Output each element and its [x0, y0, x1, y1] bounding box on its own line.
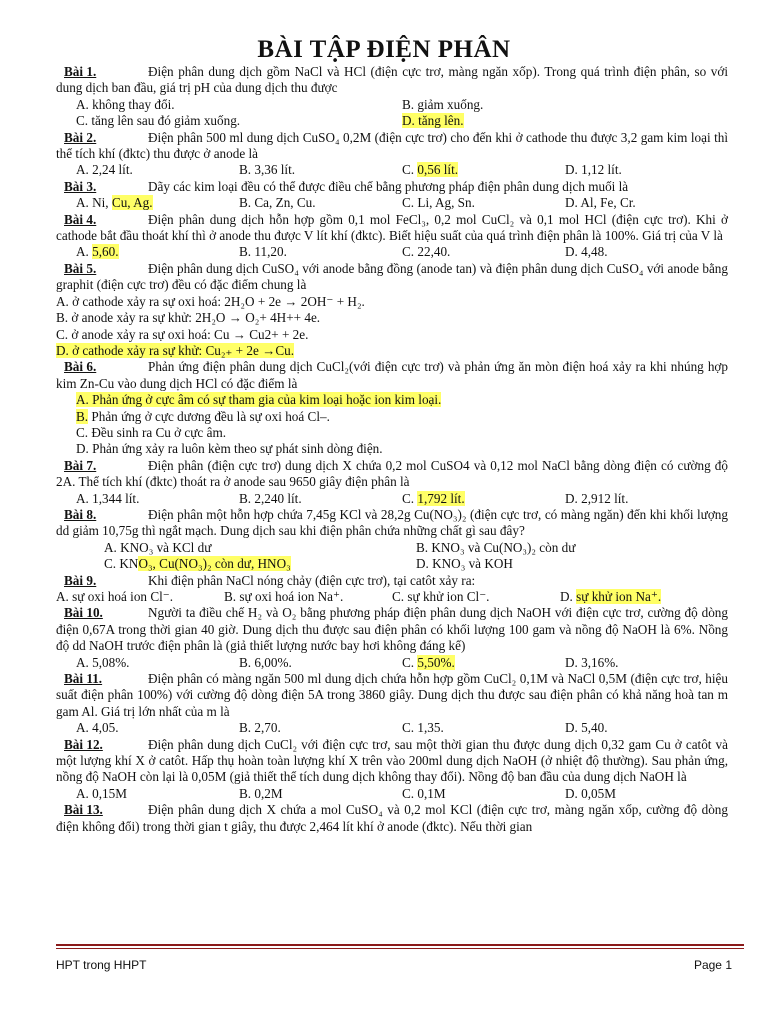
option-c: C. tăng lên sau đó giảm xuống.: [76, 113, 241, 129]
option-d: D. 1,12 lít.: [565, 162, 622, 178]
question-number: Bài 8.: [64, 506, 97, 522]
option-a: A. ở cathode xảy ra sự oxi hoá: 2H₂O + 2e → 2OH⁻ + H₂.: [56, 293, 365, 309]
question-text: Điện phân (điện cực trơ) dung dịch X chứa 0,2 mol CuSO4 và 0,12 mol NaCl bằng dòng điện có cường độ 2A. Thể tích khí (đktc) thoát ra ở anode sau 9650 giây điện phân là: [56, 457, 728, 490]
option-a: A. 0,15M: [76, 785, 127, 801]
question-4: [56, 212, 728, 261]
question-2: [56, 130, 728, 179]
option-a: [76, 244, 239, 260]
option-b: B. 11,20.: [239, 244, 287, 260]
option-d: D. 0,05M: [565, 785, 616, 801]
question-number: Bài 1.: [64, 64, 97, 79]
question-7: [56, 458, 728, 507]
option-letter: C.: [402, 162, 415, 178]
question-number: Bài 3.: [64, 178, 97, 194]
option-a: A. 2,24 lít.: [76, 162, 133, 178]
question-9: [56, 573, 728, 606]
question-number: Bài 10.: [64, 605, 103, 621]
question-text: Điện phân dung dịch CuSO₄ với anode bằng đồng (anode tan) và điện phân dung dịch CuSO₄ với anode bằng graphit (điện cực trơ) đều có đặc điểm chung là: [56, 260, 728, 293]
question-5: [56, 261, 728, 359]
option-d: D. KNO₃ và KOH: [416, 556, 513, 572]
option-a: A. KNO₃ và KCl dư: [104, 539, 212, 555]
option-c: [104, 556, 416, 572]
option-letter: C.: [402, 490, 415, 506]
option-c: C. 22,40.: [402, 244, 451, 260]
answer-options: [56, 540, 728, 573]
question-11: [56, 671, 728, 737]
option-b: B. Ca, Zn, Cu.: [239, 195, 316, 211]
answer-options: [56, 491, 728, 507]
option-b: B. 2,70.: [239, 720, 281, 736]
answer-options: [56, 97, 728, 130]
option-d: D. 5,40.: [565, 720, 608, 736]
answer-options: [56, 655, 728, 671]
answer-options: [56, 589, 728, 605]
question-text: Khi điện phân NaCl nóng chảy (điện cực trơ), tại catôt xảy ra:: [148, 572, 476, 588]
question-12: [56, 737, 728, 803]
question-3: [56, 179, 728, 212]
option-d: D. 2,912 lít.: [565, 490, 629, 506]
highlighted-letter: B.: [76, 408, 89, 424]
question-number: Bài 13.: [64, 802, 103, 818]
question-number: Bài 5.: [64, 260, 97, 276]
option-letter: D.: [560, 589, 573, 604]
question-1: [56, 64, 728, 130]
option-c: C. ở anode xảy ra sự oxi hoá: Cu → Cu2+ + 2e.: [56, 326, 309, 342]
question-text: Dãy các kim loại đều có thể được điều chế bằng phương pháp điện phân dung dịch muối là: [148, 178, 629, 194]
option-text: Phản ứng ở cực dương đều là sự oxi hoá Cl–.: [91, 408, 330, 424]
option-b: B. giảm xuống.: [402, 96, 484, 112]
answer-options: [56, 294, 728, 360]
question-number: Bài 4.: [64, 211, 97, 227]
option-c: C. 0,1M: [402, 785, 446, 801]
option-b: B. KNO₃ và Cu(NO₃)₂ còn dư: [416, 539, 576, 555]
question-text: Điện phân một hỗn hợp chứa 7,45g KCl và 28,2g Cu(NO₃)₂ (điện cực trơ, có màng ngăn) đến khi khối lượng dd giảm 10,75g thì ngắt mạch. Dung dịch sau khi điện phân chứa những chất gì sau đây?: [56, 506, 728, 539]
option-a: A. 5,08%.: [76, 654, 130, 670]
answer-options: [56, 162, 728, 178]
answer-options: [56, 392, 728, 458]
highlighted-answer: Cu, Ag.: [111, 195, 153, 211]
option-b: B. 0,2M: [239, 785, 283, 801]
option-d: D. Phản ứng xảy ra luôn kèm theo sự phát sinh dòng điện.: [76, 441, 383, 457]
option-c: [402, 655, 565, 671]
option-letter: C.: [402, 654, 415, 670]
question-6: [56, 359, 728, 457]
option-d: [402, 113, 728, 129]
question-number: Bài 6.: [64, 359, 97, 375]
option-c: [402, 162, 565, 178]
option-a: A. 1,344 lít.: [76, 490, 140, 506]
highlighted-answer: sự khử ion Na⁺.: [576, 589, 662, 604]
question-number: Bài 12.: [64, 736, 103, 752]
option-a: A. sự oxi hoá ion Cl⁻.: [56, 589, 174, 604]
question-text: Điện phân dung dịch CuCl₂ với điện cực trơ, sau một thời gian thu được dung dịch 0,32 gam Cu ở catôt và một lượng khí X ở catôt. Hấp thụ hoàn toàn lượng khí X trên vào 200ml dung dịch NaOH (ở nhiệt độ thường). Sau phản ứng, nồng độ NaOH còn lại là 0,05M (giả thiết thể tích dung dịch không thay đổi). Nồng độ ban đầu của dung dịch NaOH là: [56, 736, 728, 785]
highlighted-answer: O₃, Cu(NO₃)₂ còn dư, HNO₃: [138, 556, 291, 572]
option-b: [76, 409, 728, 425]
option-c: C. 1,35.: [402, 720, 444, 736]
option-b: B. 2,240 lít.: [239, 490, 302, 506]
option-a: [76, 195, 239, 211]
question-text: Phản ứng điện phân dung dịch CuCl₂(với điện cực trơ) và phản ứng ăn mòn điện hoá xảy ra khi nhúng hợp kim Zn-Cu vào dung dịch HCl có đặc điểm là: [56, 359, 728, 391]
option-a: A. không thay đổi.: [76, 96, 175, 112]
page-number: Page 1: [693, 958, 732, 972]
option-letter: A.: [76, 244, 89, 260]
question-text: Điện phân 500 ml dung dịch CuSO₄ 0,2M (điện cực trơ) cho đến khi ở cathode thu được 3,2 gam kim loại thì thể tích khí (đktc) thu được ở anode là: [56, 129, 728, 162]
exercise-list: [56, 64, 728, 835]
option-letter: C. KN: [104, 556, 139, 572]
question-8: [56, 507, 728, 573]
answer-options: [56, 786, 728, 802]
footer-rule-thin: [56, 948, 744, 949]
option-d: D. Al, Fe, Cr.: [565, 195, 636, 211]
question-number: Bài 2.: [64, 129, 97, 145]
option-b: B. sự oxi hoá ion Na⁺.: [224, 589, 344, 604]
option-b: B. ở anode xảy ra sự khử: 2H₂O → O₂+ 4H++ 4e.: [56, 310, 321, 326]
option-d: D. 4,48.: [565, 244, 608, 260]
option-d: D. 3,16%.: [565, 654, 619, 670]
question-text: Điện phân có màng ngăn 500 ml dung dịch chứa hỗn hợp gồm CuCl₂ 0,1M và NaCl 0,5M (điện cực trơ, hiệu suất điện phân 100%) với cường độ dòng điện 5A trong 3860 giây. Dung dịch thu được sau điện phân có khả năng hoà tan m gam Al. Giá trị lớn nhất của m là: [56, 671, 728, 719]
highlighted-answer: 5,50%.: [417, 654, 455, 670]
answer-options: [56, 720, 728, 736]
question-10: [56, 605, 728, 671]
question-13: [56, 802, 728, 835]
footer-rule: [56, 944, 744, 946]
question-number: Bài 7.: [64, 457, 97, 473]
question-text: Người ta điều chế H₂ và O₂ bằng phương pháp điện phân dung dịch NaOH với điện cực trơ, cường độ dòng điện 0,67A trong thời gian 40 giờ. Dung dịch thu được sau điện phân có khối lượng 100 gam và nồng độ NaOH là 6%. Nồng độ dd NaOH trước điện phân là (giả thiết lượng nước bay hơi không đáng kể): [56, 605, 728, 654]
option-b: B. 6,00%.: [239, 654, 292, 670]
option-b: B. 3,36 lít.: [239, 162, 296, 178]
highlighted-answer: D. tăng lên.: [402, 113, 464, 129]
option-c: C. sự khử ion Cl⁻.: [392, 589, 490, 604]
question-text: Điện phân dung dịch hỗn hợp gồm 0,1 mol FeCl₃, 0,2 mol CuCl₂ và 0,1 mol HCl (điện cực trơ). Khi ở cathode bắt đầu thoát khí thì ở anode thu được V lít khí (đktc). Biết hiệu suất của quá trình điện phân là 100%. Giá trị của V là: [56, 211, 728, 244]
option-c: C. Đều sinh ra Cu ở cực âm.: [76, 424, 226, 440]
page-title: BÀI TẬP ĐIỆN PHÂN: [257, 36, 511, 63]
highlighted-answer: 0,56 lít.: [417, 162, 459, 178]
question-number: Bài 11.: [64, 671, 103, 687]
footer-label: HPT trong HHPT: [56, 958, 147, 972]
question-text: Điện phân dung dịch gồm NaCl và HCl (điện cực trơ, màng ngăn xốp). Trong quá trình điện phân, so với dung dịch ban đầu, giá trị pH của dung dịch thu được: [56, 64, 728, 96]
option-a: [76, 392, 728, 408]
highlighted-answer: 1,792 lít.: [417, 490, 465, 506]
highlighted-answer: A. Phản ứng ở cực âm có sự tham gia của kim loại hoặc ion kim loại.: [76, 392, 442, 408]
option-c: [402, 491, 565, 507]
option-d: [56, 343, 728, 359]
option-a: A. 4,05.: [76, 720, 119, 736]
option-letter: A. Ni,: [76, 195, 109, 211]
answer-options: [56, 195, 728, 211]
question-number: Bài 9.: [64, 572, 97, 588]
answer-options: [56, 244, 728, 260]
highlighted-answer: 5,60.: [92, 244, 119, 260]
option-c: C. Li, Ag, Sn.: [402, 195, 475, 211]
option-d: [560, 589, 728, 605]
highlighted-answer: D. ở cathode xảy ra sự khử: Cu₂₊ + 2e →Cu.: [56, 342, 295, 358]
question-text: Điện phân dung dịch X chứa a mol CuSO₄ và 0,2 mol KCl (điện cực trơ, màng ngăn xốp, cường độ dòng điện không đổi) trong thời gian t giây, thu được 2,464 lít khí ở anode (đktc). Nếu thời gian: [56, 802, 728, 834]
